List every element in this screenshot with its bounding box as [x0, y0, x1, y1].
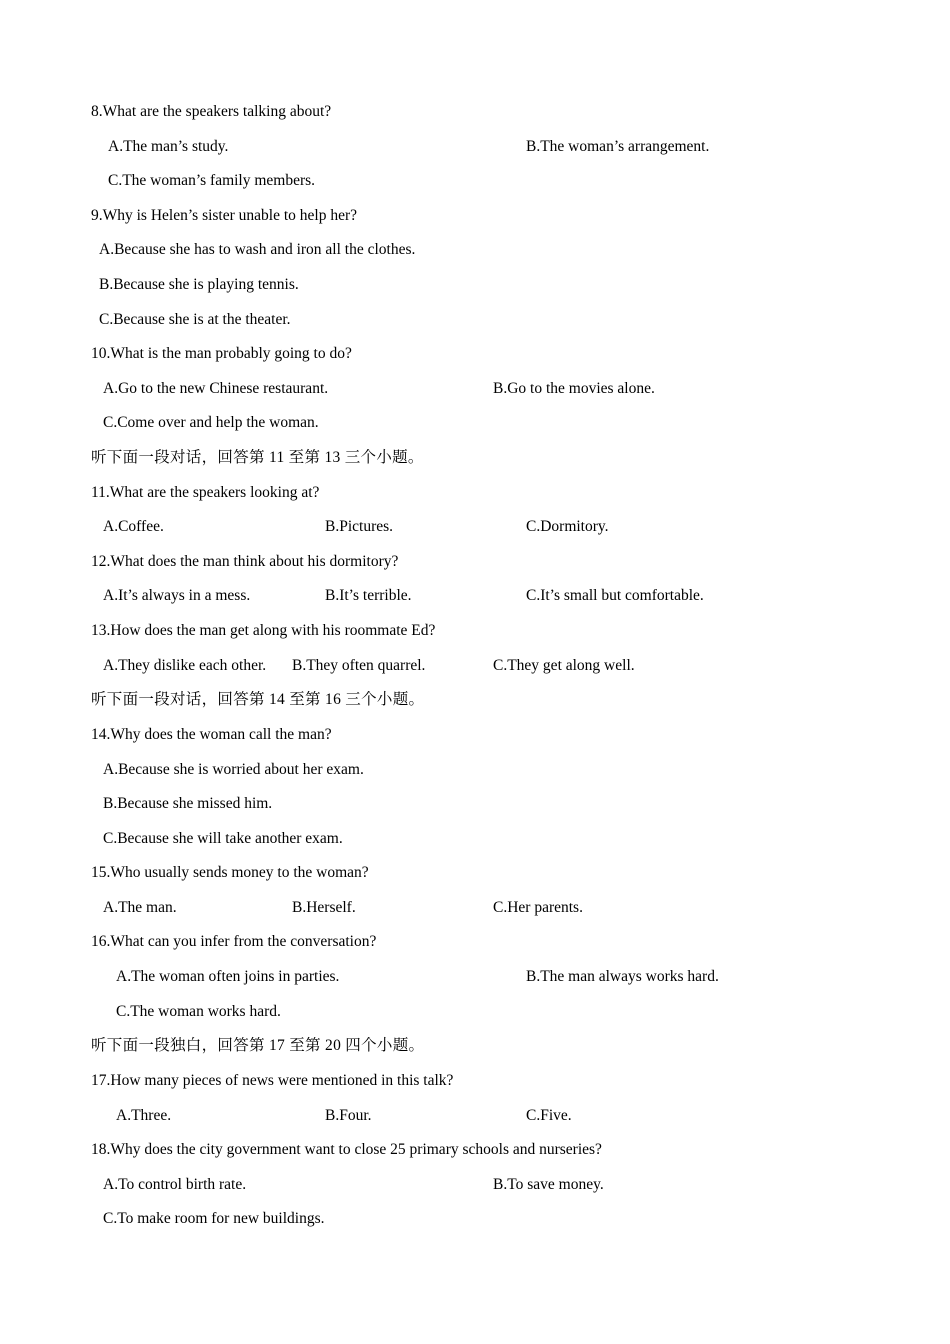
q16-option-a: A.The woman often joins in parties.: [116, 968, 340, 985]
q13-option-c: C.They get along well.: [493, 657, 635, 674]
q13-option-a: A.They dislike each other.: [103, 657, 267, 674]
question-18: 18.Why does the city government want to close 25 primary schools and nurseries?: [91, 1141, 602, 1158]
q14-option-c: C.Because she will take another exam.: [103, 830, 343, 847]
q13-option-b: B.They often quarrel.: [292, 657, 426, 674]
q17-option-c: C.Five.: [526, 1107, 572, 1124]
q15-option-b: B.Herself.: [292, 899, 356, 916]
q10-option-c: C.Come over and help the woman.: [103, 414, 319, 431]
q15-option-c: C.Her parents.: [493, 899, 583, 916]
q15-option-a: A.The man.: [103, 899, 177, 916]
question-13: 13.How does the man get along with his roommate Ed?: [91, 622, 436, 639]
section-heading-11-13: 听下面一段对话，回答第 11 至第 13 三个小题。: [91, 449, 424, 466]
q12-option-b: B.It’s terrible.: [325, 587, 412, 604]
question-12: 12.What does the man think about his dormitory?: [91, 553, 399, 570]
q12-option-c: C.It’s small but comfortable.: [526, 587, 704, 604]
q11-option-c: C.Dormitory.: [526, 518, 609, 535]
question-14: 14.Why does the woman call the man?: [91, 726, 332, 743]
question-15: 15.Who usually sends money to the woman?: [91, 864, 369, 881]
question-11: 11.What are the speakers looking at?: [91, 484, 320, 501]
q10-option-a: A.Go to the new Chinese restaurant.: [103, 380, 329, 397]
question-10: 10.What is the man probably going to do?: [91, 345, 352, 362]
q11-option-a: A.Coffee.: [103, 518, 164, 535]
question-8: 8.What are the speakers talking about?: [91, 103, 332, 120]
q9-option-c: C.Because she is at the theater.: [99, 311, 291, 328]
section-heading-17-20: 听下面一段独白，回答第 17 至第 20 四个小题。: [91, 1037, 425, 1054]
q17-option-a: A.Three.: [116, 1107, 172, 1124]
question-16: 16.What can you infer from the conversation?: [91, 933, 377, 950]
q9-option-b: B.Because she is playing tennis.: [99, 276, 299, 293]
question-9: 9.Why is Helen’s sister unable to help her?: [91, 207, 358, 224]
q18-option-c: C.To make room for new buildings.: [103, 1210, 325, 1227]
q8-option-a: A.The man’s study.: [108, 138, 229, 155]
question-17: 17.How many pieces of news were mentioned in this talk?: [91, 1072, 454, 1089]
q16-option-b: B.The man always works hard.: [526, 968, 719, 985]
q14-option-b: B.Because she missed him.: [103, 795, 273, 812]
q11-option-b: B.Pictures.: [325, 518, 394, 535]
q14-option-a: A.Because she is worried about her exam.: [103, 761, 364, 778]
q17-option-b: B.Four.: [325, 1107, 372, 1124]
q18-option-b: B.To save money.: [493, 1176, 604, 1193]
q16-option-c: C.The woman works hard.: [116, 1003, 281, 1020]
q12-option-a: A.It’s always in a mess.: [103, 587, 251, 604]
q9-option-a: A.Because she has to wash and iron all the clothes.: [99, 241, 416, 258]
q18-option-a: A.To control birth rate.: [103, 1176, 247, 1193]
section-heading-14-16: 听下面一段对话，回答第 14 至第 16 三个小题。: [91, 691, 425, 708]
q8-option-b: B.The woman’s arrangement.: [526, 138, 710, 155]
q10-option-b: B.Go to the movies alone.: [493, 380, 655, 397]
q8-option-c: C.The woman’s family members.: [108, 172, 316, 189]
